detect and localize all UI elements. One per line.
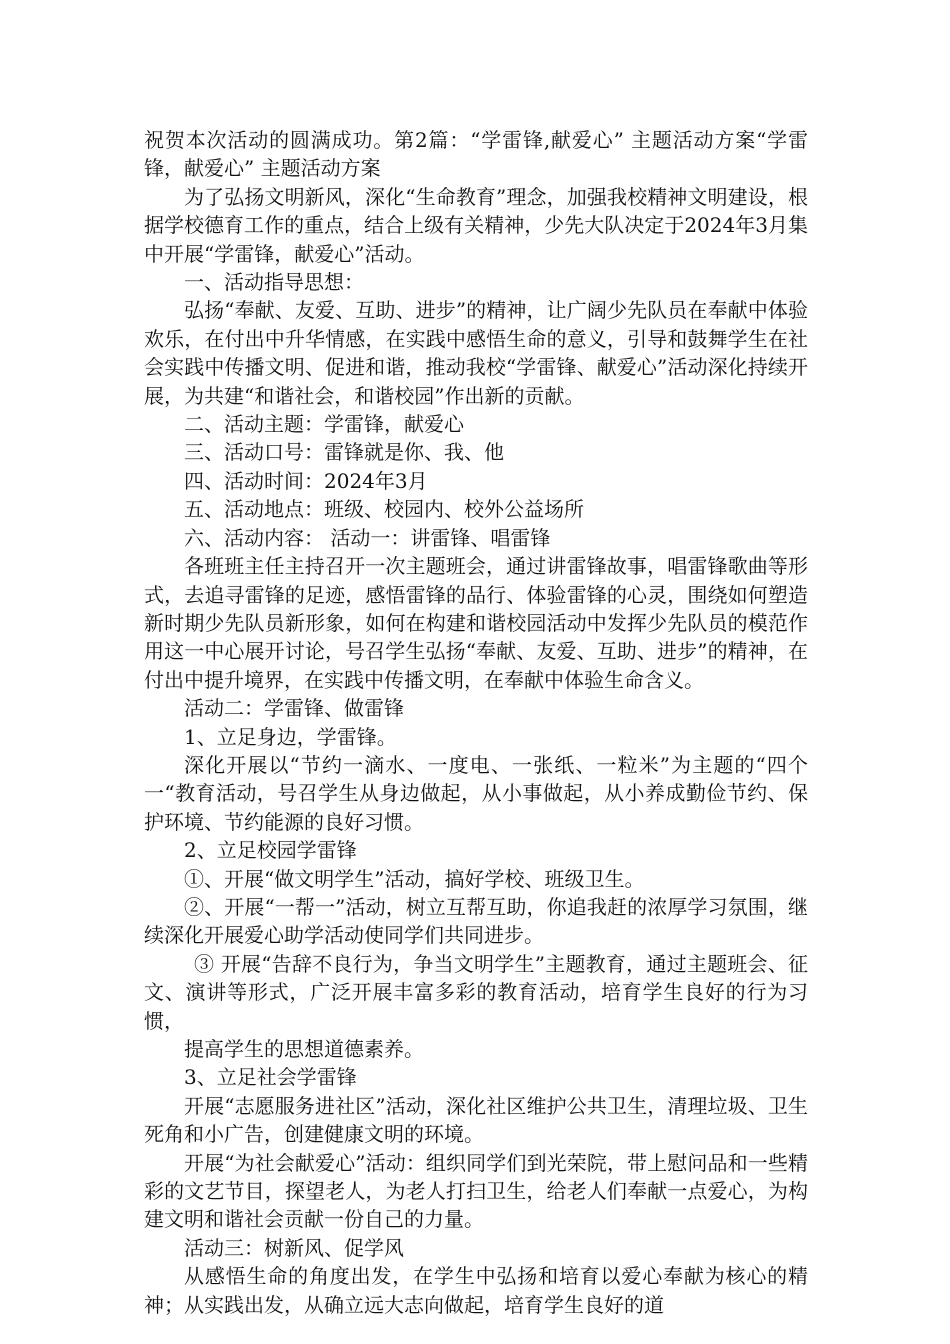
paragraph-activity-three: 从感悟生命的角度出发，在学生中弘扬和培育以爱心奉献为核心的精神；从实践出发，从确立远大志向做起，培育学生良好的道 bbox=[144, 1264, 808, 1317]
paragraph-love-society: 开展“为社会献爱心”活动：组织同学们到光荣院，带上慰问品和一些精彩的文艺节目，探望老人，为老人打扫卫生，给老人们奉献一点爱心，为构建文明和谐社会贡献一份自己的力量。 bbox=[144, 1150, 808, 1232]
subheading-activity-two-1: 1、立足身边，学雷锋。 bbox=[184, 724, 397, 749]
section-heading-theme: 二、活动主题：学雷锋，献爱心 bbox=[184, 412, 464, 437]
paragraph-guiding-idea: 弘扬“奉献、友爱、互助、进步”的精神，让广阔少先队员在奉献中体验欢乐，在付出中升华情感，在实践中感悟生命的意义，引导和鼓舞学生在社会实践中传播文明、促进和谐，推动我校“学雷锋、献爱心”活动深化持续开展，为共建“和谐社会，和谐校园”作出新的贡献。 bbox=[144, 298, 808, 408]
paragraph-intro: 为了弘扬文明新风，深化“生命教育”理念，加强我校精神文明建设，根据学校德育工作的重点，结合上级有关精神，少先大队决定于2024年3月集中开展“学雷锋，献爱心”活动。 bbox=[144, 184, 808, 266]
paragraph-activity-two-1: 深化开展以“节约一滴水、一度电、一张纸、一粒米”为主题的“四个一“教育活动，号召学生从身边做起，从小事做起，从小养成勤俭节约、保护环境、节约能源的良好习惯。 bbox=[144, 752, 808, 834]
subheading-activity-two-3: 3、立足社会学雷锋 bbox=[184, 1065, 357, 1090]
list-item-circled-3: ③ 开展“告辞不良行为，争当文明学生”主题教育，通过主题班会、征文、演讲等形式，广泛开展丰富多彩的教育活动，培育学生良好的行为习惯， bbox=[144, 951, 808, 1033]
subheading-activity-two-2: 2、立足校园学雷锋 bbox=[184, 838, 357, 863]
paragraph-continuation: 祝贺本次活动的圆满成功。第2篇：“学雷锋,献爱心” 主题活动方案“学雷锋，献爱心” 主题活动方案 bbox=[144, 128, 808, 181]
section-heading-time: 四、活动时间：2024年3月 bbox=[184, 468, 428, 493]
document-body bbox=[144, 126, 808, 1319]
heading-activity-three: 活动三：树新风、促学风 bbox=[184, 1235, 404, 1260]
section-heading-slogan: 三、活动口号：雷锋就是你、我、他 bbox=[184, 440, 504, 465]
heading-activity-two: 活动二：学雷锋、做雷锋 bbox=[184, 696, 404, 721]
section-heading-guiding-idea: 一、活动指导思想： bbox=[184, 270, 364, 295]
list-item-circled-2: ②、开展“一帮一”活动，树立互帮互助，你追我赶的浓厚学习氛围，继续深化开展爱心助学活动使同学们共同进步。 bbox=[144, 894, 808, 948]
paragraph-community-volunteer: 开展“志愿服务进社区”活动，深化社区维护公共卫生，清理垃圾、卫生死角和小广告，创建健康文明的环境。 bbox=[144, 1093, 808, 1147]
paragraph-activity-one: 各班班主任主持召开一次主题班会，通过讲雷锋故事，唱雷锋歌曲等形式，去追寻雷锋的足迹，感悟雷锋的品行、体验雷锋的心灵，围绕如何塑造新时期少先队员新形象，如何在构建和谐校园活动中发挥少先队员的模范作用这一中心展开讨论，号召学生弘扬“奉献、友爱、互助、进步”的精神，在付出中提升境界，在实践中传播文明，在奉献中体验生命含义。 bbox=[144, 554, 808, 692]
paragraph-moral-quality: 提高学生的思想道德素养。 bbox=[184, 1037, 424, 1061]
list-item-circled-1: ①、开展“做文明学生”活动，搞好学校、班级卫生。 bbox=[184, 866, 645, 891]
section-heading-content: 六、活动内容： 活动一：讲雷锋、唱雷锋 bbox=[184, 525, 551, 550]
section-heading-location: 五、活动地点：班级、校园内、校外公益场所 bbox=[184, 497, 584, 522]
